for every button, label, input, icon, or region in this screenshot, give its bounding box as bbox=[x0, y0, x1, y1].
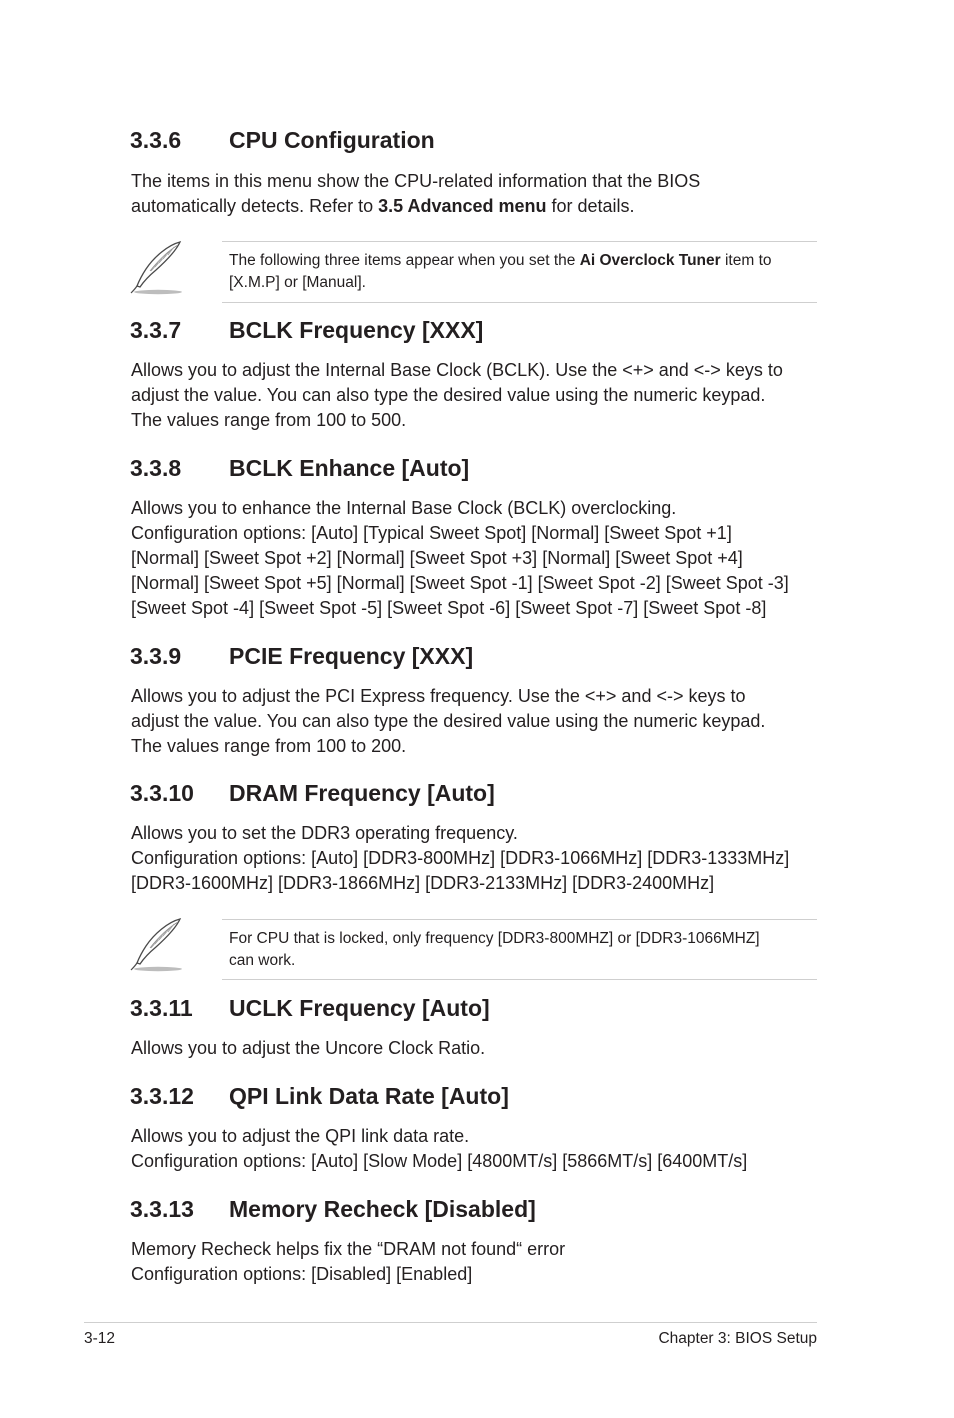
section-title: CPU Configuration bbox=[229, 127, 435, 153]
paragraph-line: Configuration options: [Auto] [Typical Sweet Spot] [Normal] [Sweet Spot +1] bbox=[131, 523, 732, 543]
paragraph-3-3-12 bbox=[131, 1124, 747, 1174]
paragraph-line: Configuration options: [Disabled] [Enabled] bbox=[131, 1264, 473, 1284]
note-line: can work. bbox=[229, 952, 296, 969]
section-title: PCIE Frequency [XXX] bbox=[229, 643, 474, 669]
paragraph-line: Allows you to adjust the Uncore Clock Ratio. bbox=[131, 1038, 486, 1058]
paragraph-3-3-7 bbox=[131, 358, 783, 433]
paragraph-line: Configuration options: [Auto] [DDR3-800MHz] [DDR3-1066MHz] [DDR3-1333MHz] bbox=[131, 848, 790, 868]
paragraph-3-3-8 bbox=[131, 496, 789, 621]
paragraph-3-3-10 bbox=[131, 821, 789, 896]
paragraph-line: Memory Recheck helps fix the “DRAM not found“ error bbox=[131, 1239, 566, 1259]
ai-overclock-tuner-reference: Ai Overclock Tuner bbox=[579, 252, 721, 269]
paragraph-line: Configuration options: [Auto] [Slow Mode] [4800MT/s] [5866MT/s] [6400MT/s] bbox=[131, 1151, 748, 1171]
paragraph-line: [DDR3-1600MHz] [DDR3-1866MHz] [DDR3-2133MHz] [DDR3-2400MHz] bbox=[131, 873, 715, 893]
paragraph-line: The items in this menu show the CPU-related information that the BIOS bbox=[131, 171, 701, 191]
heading-3-3-8 bbox=[130, 455, 469, 482]
note-line: [X.M.P] or [Manual]. bbox=[229, 274, 366, 291]
paragraph-line: The values range from 100 to 200. bbox=[131, 736, 407, 756]
section-title: BCLK Frequency [XXX] bbox=[229, 317, 484, 343]
paragraph-line: [Normal] [Sweet Spot +2] [Normal] [Sweet Spot +3] [Normal] [Sweet Spot +4] bbox=[131, 548, 743, 568]
section-number: 3.3.10 bbox=[130, 780, 194, 806]
paragraph-3-3-11 bbox=[131, 1036, 485, 1061]
paragraph-3-3-9 bbox=[131, 684, 765, 759]
paragraph-line: Allows you to set the DDR3 operating frequency. bbox=[131, 823, 518, 843]
heading-3-3-12 bbox=[130, 1083, 509, 1110]
pen-icon bbox=[128, 916, 186, 972]
paragraph-line: Allows you to adjust the Internal Base Clock (BCLK). Use the <+> and <-> keys to bbox=[131, 360, 783, 380]
section-number: 3.3.11 bbox=[130, 995, 193, 1021]
paragraph-line: The values range from 100 to 500. bbox=[131, 410, 407, 430]
paragraph-line: Allows you to adjust the QPI link data rate. bbox=[131, 1126, 470, 1146]
section-title: Memory Recheck [Disabled] bbox=[229, 1196, 536, 1222]
paragraph-line: Allows you to enhance the Internal Base Clock (BCLK) overclocking. bbox=[131, 498, 677, 518]
paragraph-line: [Sweet Spot -4] [Sweet Spot -5] [Sweet Spot -6] [Sweet Spot -7] [Sweet Spot -8] bbox=[131, 598, 767, 618]
section-title: QPI Link Data Rate [Auto] bbox=[229, 1083, 509, 1109]
heading-3-3-9 bbox=[130, 643, 473, 670]
paragraph-line: adjust the value. You can also type the desired value using the numeric keypad. bbox=[131, 385, 766, 405]
section-number: 3.3.13 bbox=[130, 1196, 194, 1222]
note-line: For CPU that is locked, only frequency [DDR3-800MHZ] or [DDR3-1066MHZ] bbox=[229, 930, 760, 947]
paragraph-line: adjust the value. You can also type the desired value using the numeric keypad. bbox=[131, 711, 766, 731]
heading-3-3-7 bbox=[130, 317, 483, 344]
text-run: The following three items appear when you set the bbox=[229, 252, 580, 269]
paragraph-3-3-6 bbox=[131, 169, 700, 219]
note-text bbox=[229, 928, 760, 972]
heading-3-3-6 bbox=[130, 127, 435, 154]
page-number: 3-12 bbox=[84, 1330, 116, 1347]
paragraph-line: [Normal] [Sweet Spot +5] [Normal] [Sweet Spot -1] [Sweet Spot -2] [Sweet Spot -3] bbox=[131, 573, 789, 593]
text-run: for details. bbox=[546, 196, 635, 216]
heading-3-3-10 bbox=[130, 780, 495, 807]
section-number: 3.3.12 bbox=[130, 1083, 194, 1109]
text-run: automatically detects. Refer to bbox=[131, 196, 379, 216]
heading-3-3-13 bbox=[130, 1196, 536, 1223]
section-title: DRAM Frequency [Auto] bbox=[229, 780, 495, 806]
section-number: 3.3.8 bbox=[130, 455, 182, 481]
section-number: 3.3.9 bbox=[130, 643, 182, 669]
paragraph-line: Allows you to adjust the PCI Express frequency. Use the <+> and <-> keys to bbox=[131, 686, 746, 706]
heading-3-3-11 bbox=[130, 995, 490, 1022]
paragraph-line bbox=[131, 194, 700, 219]
note-box bbox=[222, 919, 817, 980]
note-box bbox=[222, 241, 817, 303]
section-title: BCLK Enhance [Auto] bbox=[229, 455, 470, 481]
chapter-label: Chapter 3: BIOS Setup bbox=[658, 1330, 817, 1347]
section-title: UCLK Frequency [Auto] bbox=[229, 995, 490, 1021]
footer-divider bbox=[84, 1322, 817, 1323]
section-number: 3.3.6 bbox=[130, 127, 182, 153]
note-text bbox=[229, 250, 772, 294]
paragraph-3-3-13 bbox=[131, 1237, 565, 1287]
advanced-menu-reference: 3.5 Advanced menu bbox=[378, 196, 547, 216]
pen-icon bbox=[128, 239, 186, 295]
note-line bbox=[229, 250, 772, 272]
section-number: 3.3.7 bbox=[130, 317, 182, 343]
text-run: item to bbox=[720, 252, 772, 269]
